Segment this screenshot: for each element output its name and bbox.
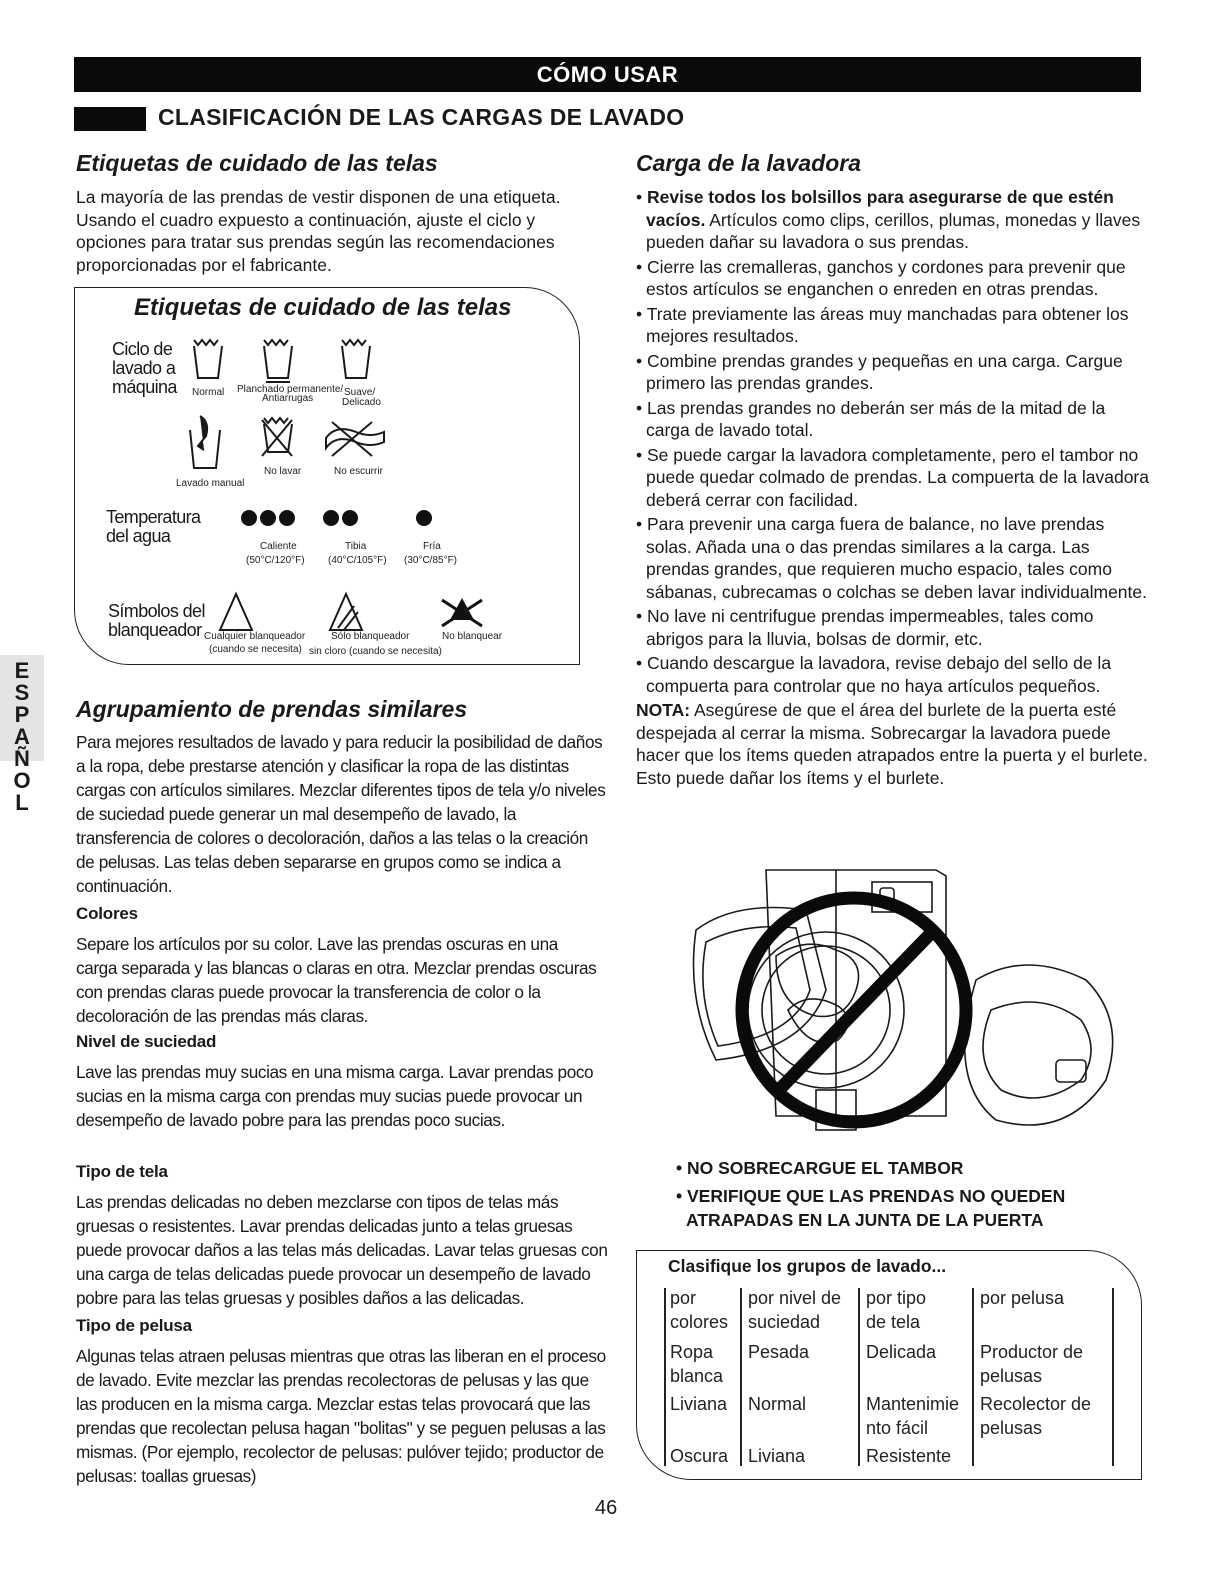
colors-subheading: Colores: [76, 904, 138, 923]
bleach-symbols: [210, 590, 520, 634]
bullet-item: • Cuando descargue la lavadora, revise debajo del sello de la compuerta para controlar que no haya artículos pequeños.: [636, 653, 1112, 696]
no-bleach-label: No blanquear: [442, 631, 503, 642]
label-suave: Suave/: [344, 387, 376, 398]
table-divider: [858, 1288, 860, 1466]
table-cell: Liviana: [748, 1446, 806, 1466]
colors-text: Separe los artículos por su color. Lave las prendas oscuras en una carga separada y las blancas o claras en otra. Mezclar prendas oscuras con prendas claras puede provocar la transferencia de color o la decoloración de las prendas más claras.: [76, 934, 597, 1026]
temp-hot-label: Caliente: [260, 541, 297, 552]
any-bleach-label: Cualquier blanqueador: [204, 631, 306, 642]
table-divider: [740, 1288, 742, 1466]
table-cell: Recolector de pelusas: [980, 1394, 1092, 1438]
table-cell: Ropa blanca: [670, 1342, 724, 1386]
table-cell: Delicada: [866, 1342, 937, 1362]
lint-subheading: Tipo de pelusa: [76, 1316, 192, 1335]
table-cell: Pesada: [748, 1342, 810, 1362]
bullet-item: • Trate previamente las áreas muy manchadas para obtener los mejores resultados.: [636, 303, 1129, 346]
hot-dot: [241, 510, 257, 526]
table-cell: Liviana: [670, 1394, 728, 1414]
special-wash-symbols: [186, 412, 406, 474]
bleach-label: Símbolos del blanqueador: [108, 601, 205, 640]
warning-door-seal: • VERIFIQUE QUE LAS PRENDAS NO QUEDEN: [676, 1186, 1066, 1206]
wash-normal-icon: [194, 340, 218, 345]
table-divider: [1112, 1288, 1114, 1466]
grouping-intro: Para mejores resultados de lavado y para reducir la posibilidad de daños a la ropa, debe prestarse atención y clasificar la ropa de las distintas cargas con artículos similares. Mezclar diferentes tipos de tela y/o niveles de suciedad puede generar un mal desempeño de lavado, la transferencia de colores o decoloración, daños a las telas o la creación de pelusas. Las telas deben separarse en grupos como se indica a continuación.: [76, 732, 606, 896]
bullet-item: • Se puede cargar la lavadora completamente, pero el tambor no puede quedar colmado de prendas. La compuerta de la lavadora deberá cerrar con facilidad.: [636, 444, 1149, 510]
soil-subheading: Nivel de suciedad: [76, 1032, 217, 1051]
care-chart-title: Etiquetas de cuidado de las telas: [134, 294, 512, 321]
note-paragraph: NOTA: Asegúrese de que el área del burlete de la puerta esté despejada al cerrar la misma. Sobrecargar la lavadora puede hacer que los ítems queden atrapados entre la puerta y el burlete. Esto puede dañar los ítems y el burlete.: [636, 700, 1148, 788]
care-labels-heading: Etiquetas de cuidado de las telas: [76, 150, 438, 176]
grouping-heading: Agrupamiento de prendas similares: [76, 696, 468, 722]
table-cell: Normal: [748, 1394, 807, 1414]
hot-dot: [260, 510, 276, 526]
fabric-text: Las prendas delicadas no deben mezclarse con tipos de telas más gruesas o resistentes. Lavar prendas delicadas junto a telas gruesas puede provocar daños a las telas más delicadas. Lavar telas gruesas con una carga de telas delicadas puede provocar un desempeño de lavado pobre para las telas gruesas y posibles daños a las delicadas.: [76, 1192, 608, 1308]
language-side-label: E S P A Ñ O L: [13, 658, 31, 815]
temp-hot-range: (50°C/120°F): [246, 555, 305, 566]
warm-dot: [342, 510, 358, 526]
nonchlorine-label: Sólo blanqueador: [331, 631, 410, 642]
label-delicado: Delicado: [342, 397, 381, 408]
warning-list: [676, 1156, 1065, 1232]
machine-wash-label: Ciclo de lavado a máquina: [112, 339, 177, 397]
sort-header-soil: por nivel de suciedad: [748, 1288, 842, 1332]
prohibition-sign-icon: [742, 898, 966, 1122]
soil-text: Lave las prendas muy sucias en una misma carga. Lavar prendas poco sucias en la misma carga con prendas muy sucias puede provocar un desempeño de lavado pobre para las prendas poco sucias.: [76, 1062, 594, 1130]
wash-permpress-tub: [264, 346, 292, 378]
sort-header-lint: por pelusa: [980, 1288, 1065, 1308]
wash-delicate-icon: [342, 340, 366, 345]
no-wash-icon: [264, 418, 288, 423]
section-marker: [74, 107, 146, 131]
no-wring-icon: [326, 429, 384, 448]
temp-cold-label: Fría: [423, 541, 441, 552]
wash-permpress-icon: [264, 340, 288, 345]
label-permpress: Planchado permanente/: [237, 384, 344, 395]
label-hand-wash: Lavado manual: [176, 478, 245, 489]
any-bleach-note: (cuando se necesita): [209, 644, 302, 655]
warm-dot: [323, 510, 339, 526]
table-cell: Mantenimie nto fácil: [866, 1394, 960, 1438]
temp-warm-range: (40°C/105°F): [328, 555, 387, 566]
table-cell: Oscura: [670, 1446, 729, 1466]
cold-dot: [416, 510, 432, 526]
table-cell: Productor de pelusas: [980, 1342, 1084, 1386]
nonchlorine-note: sin cloro (cuando se necesita): [309, 646, 442, 657]
sort-header-colors: por colores: [670, 1288, 729, 1332]
bullet-item: • Combine prendas grandes y pequeñas en una carga. Cargue primero las prendas grandes.: [636, 350, 1123, 393]
fabric-subheading: Tipo de tela: [76, 1162, 168, 1181]
label-no-wring: No escurrir: [334, 466, 383, 477]
sort-groups-title: Clasifique los grupos de lavado...: [668, 1256, 947, 1276]
page-number: 46: [595, 1497, 618, 1519]
wash-normal-icon-tub: [194, 346, 222, 378]
wash-delicate-tub: [342, 346, 370, 378]
temp-warm-label: Tibia: [345, 541, 367, 552]
bullet-item: • Cierre las cremalleras, ganchos y cordones para prevenir que estos artículos se enganchen o enreden en otras prendas.: [636, 256, 1126, 299]
label-no-wash: No lavar: [264, 466, 302, 477]
lint-text: Algunas telas atraen pelusas mientras que otras las liberan en el proceso de lavado. Evite mezclar las prendas recolectoras de pelusas y las que las producen en la misma carga. Mezclar estas telas provocará que las prendas que recolectan pelusa hagan "bolitas" y se peguen pelusas a las mismas. (Por ejemplo, recolector de pelusas: pulóver tejido; productor de pelusas: toallas gruesas): [76, 1346, 606, 1486]
any-bleach-icon: [220, 594, 252, 630]
warning-door-seal-line2: ATRAPADAS EN LA JUNTA DE LA PUERTA: [686, 1210, 1044, 1230]
warning-overload: • NO SOBRECARGUE EL TAMBOR: [676, 1158, 964, 1178]
bullet-item: • No lave ni centrifugue prendas impermeables, tales como abrigos para la lluvia, bolsas de dormir, etc.: [636, 606, 1094, 649]
label-normal: Normal: [192, 387, 225, 398]
no-bleach-icon: [442, 598, 482, 626]
machine-wash-symbols: [190, 336, 390, 384]
loading-heading: Carga de la lavadora: [636, 150, 861, 176]
loading-bullets: [636, 186, 1152, 789]
hot-dot: [279, 510, 295, 526]
table-cell: Resistente: [866, 1446, 952, 1466]
page-header-bar: CÓMO USAR: [74, 57, 1141, 92]
overloaded-washer-illustration: [676, 860, 1128, 1148]
label-antiarrugas: Antiarrugas: [262, 393, 314, 404]
bullet-pockets: • Revise todos los bolsillos para asegurarse de que estén vacíos. Artículos como clips, cerillos, plumas, monedas y llaves pueden dañar su lavadora o sus prendas.: [636, 187, 1141, 252]
temperature-dots: [240, 508, 440, 530]
temp-cold-range: (30°C/85°F): [404, 555, 458, 566]
water-temp-label: Temperatura del agua: [106, 507, 201, 546]
bullet-item: • Para prevenir una carga fuera de balance, no lave prendas solas. Añada una o das prendas similares a la carga. Las prendas grandes, que requieren mucho espacio, tales como sábanas, cubrecamas o colchas se deben lavar individualmente.: [636, 514, 1147, 602]
table-divider: [972, 1288, 974, 1466]
table-divider: [664, 1288, 666, 1466]
section-title: CLASIFICACIÓN DE LAS CARGAS DE LAVADO: [158, 104, 685, 130]
bullet-item: • Las prendas grandes no deberán ser más de la mitad de la carga de lavado total.: [636, 397, 1106, 440]
washer-door: [694, 908, 827, 1061]
care-labels-intro: La mayoría de las prendas de vestir disponen de una etiqueta. Usando el cuadro expuesto a continuación, ajuste el ciclo y opciones para tratar sus prendas según las recomendaciones proporcionadas por el fabricante.: [76, 187, 561, 275]
sort-header-fabric: por tipo de tela: [866, 1288, 927, 1332]
